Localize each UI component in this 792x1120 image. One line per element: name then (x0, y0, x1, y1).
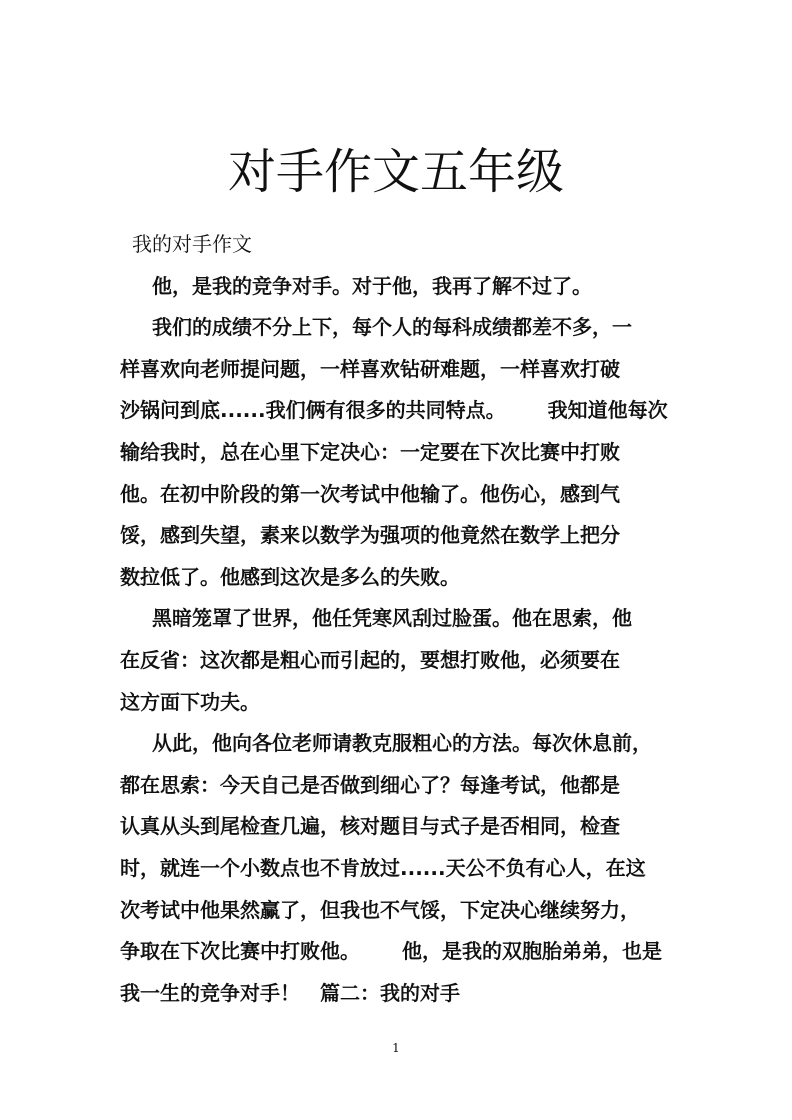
paragraph-segment: 沙锅问到底......我们俩有很多的共同特点。 (120, 398, 506, 423)
section-heading: 篇二：我的对手 (320, 980, 460, 1005)
paragraph-line (120, 973, 680, 1015)
paragraph-line: 他，是我的竞争对手。对于他，我再了解不过了。 (152, 273, 592, 298)
paragraph-line: 馁，感到失望，素来以数学为强项的他竟然在数学上把分 (120, 523, 620, 548)
paragraph-line: 他。在初中阶段的第一次考试中他输了。他伤心，感到气 (120, 481, 620, 506)
paragraph-line: 认真从头到尾检查几遍，核对题目与式子是否相同，检查 (120, 814, 620, 839)
paragraph-line (120, 931, 680, 973)
page-number: 1 (392, 1041, 400, 1055)
document-body (120, 224, 680, 1014)
paragraph-line: 数拉低了。他感到这次是多么的失败。 (120, 564, 460, 589)
paragraph-line: 时，就连一个小数点也不肯放过......天公不负有心人，在这 (120, 855, 646, 880)
paragraph-line: 在反省：这次都是粗心而引起的，要想打败他，必须要在 (120, 647, 620, 672)
paragraph-segment: 他，是我的双胞胎弟弟，也是 (402, 939, 662, 964)
paragraph-segment: 我一生的竞争对手！ (120, 980, 300, 1005)
paragraph-line: 从此，他向各位老师请教克服粗心的方法。每次休息前， (152, 731, 652, 756)
paragraph-line: 都在思索：今天自己是否做到细心了？每逢考试，他都是 (120, 772, 620, 797)
paragraph-line: 黑暗笼罩了世界，他任凭寒风刮过脸蛋。他在思索，他 (152, 606, 632, 631)
paragraph-line: 样喜欢向老师提问题，一样喜欢钻研难题，一样喜欢打破 (120, 356, 620, 381)
paragraph-line: 这方面下功夫。 (120, 689, 260, 714)
paragraph-segment: 我知道他每次 (547, 398, 668, 423)
document-title: 对手作文五年级 (227, 144, 564, 200)
essay-subtitle: 我的对手作文 (132, 232, 252, 256)
paragraph-line: 输给我时，总在心里下定决心：一定要在下次比赛中打败 (120, 439, 620, 464)
paragraph-line: 我们的成绩不分上下，每个人的每科成绩都差不多，一 (152, 315, 632, 340)
paragraph-line: 次考试中他果然赢了，但我也不气馁，下定决心继续努力， (120, 897, 640, 922)
paragraph-line (120, 390, 680, 432)
paragraph-segment: 争取在下次比赛中打败他。 (120, 939, 360, 964)
